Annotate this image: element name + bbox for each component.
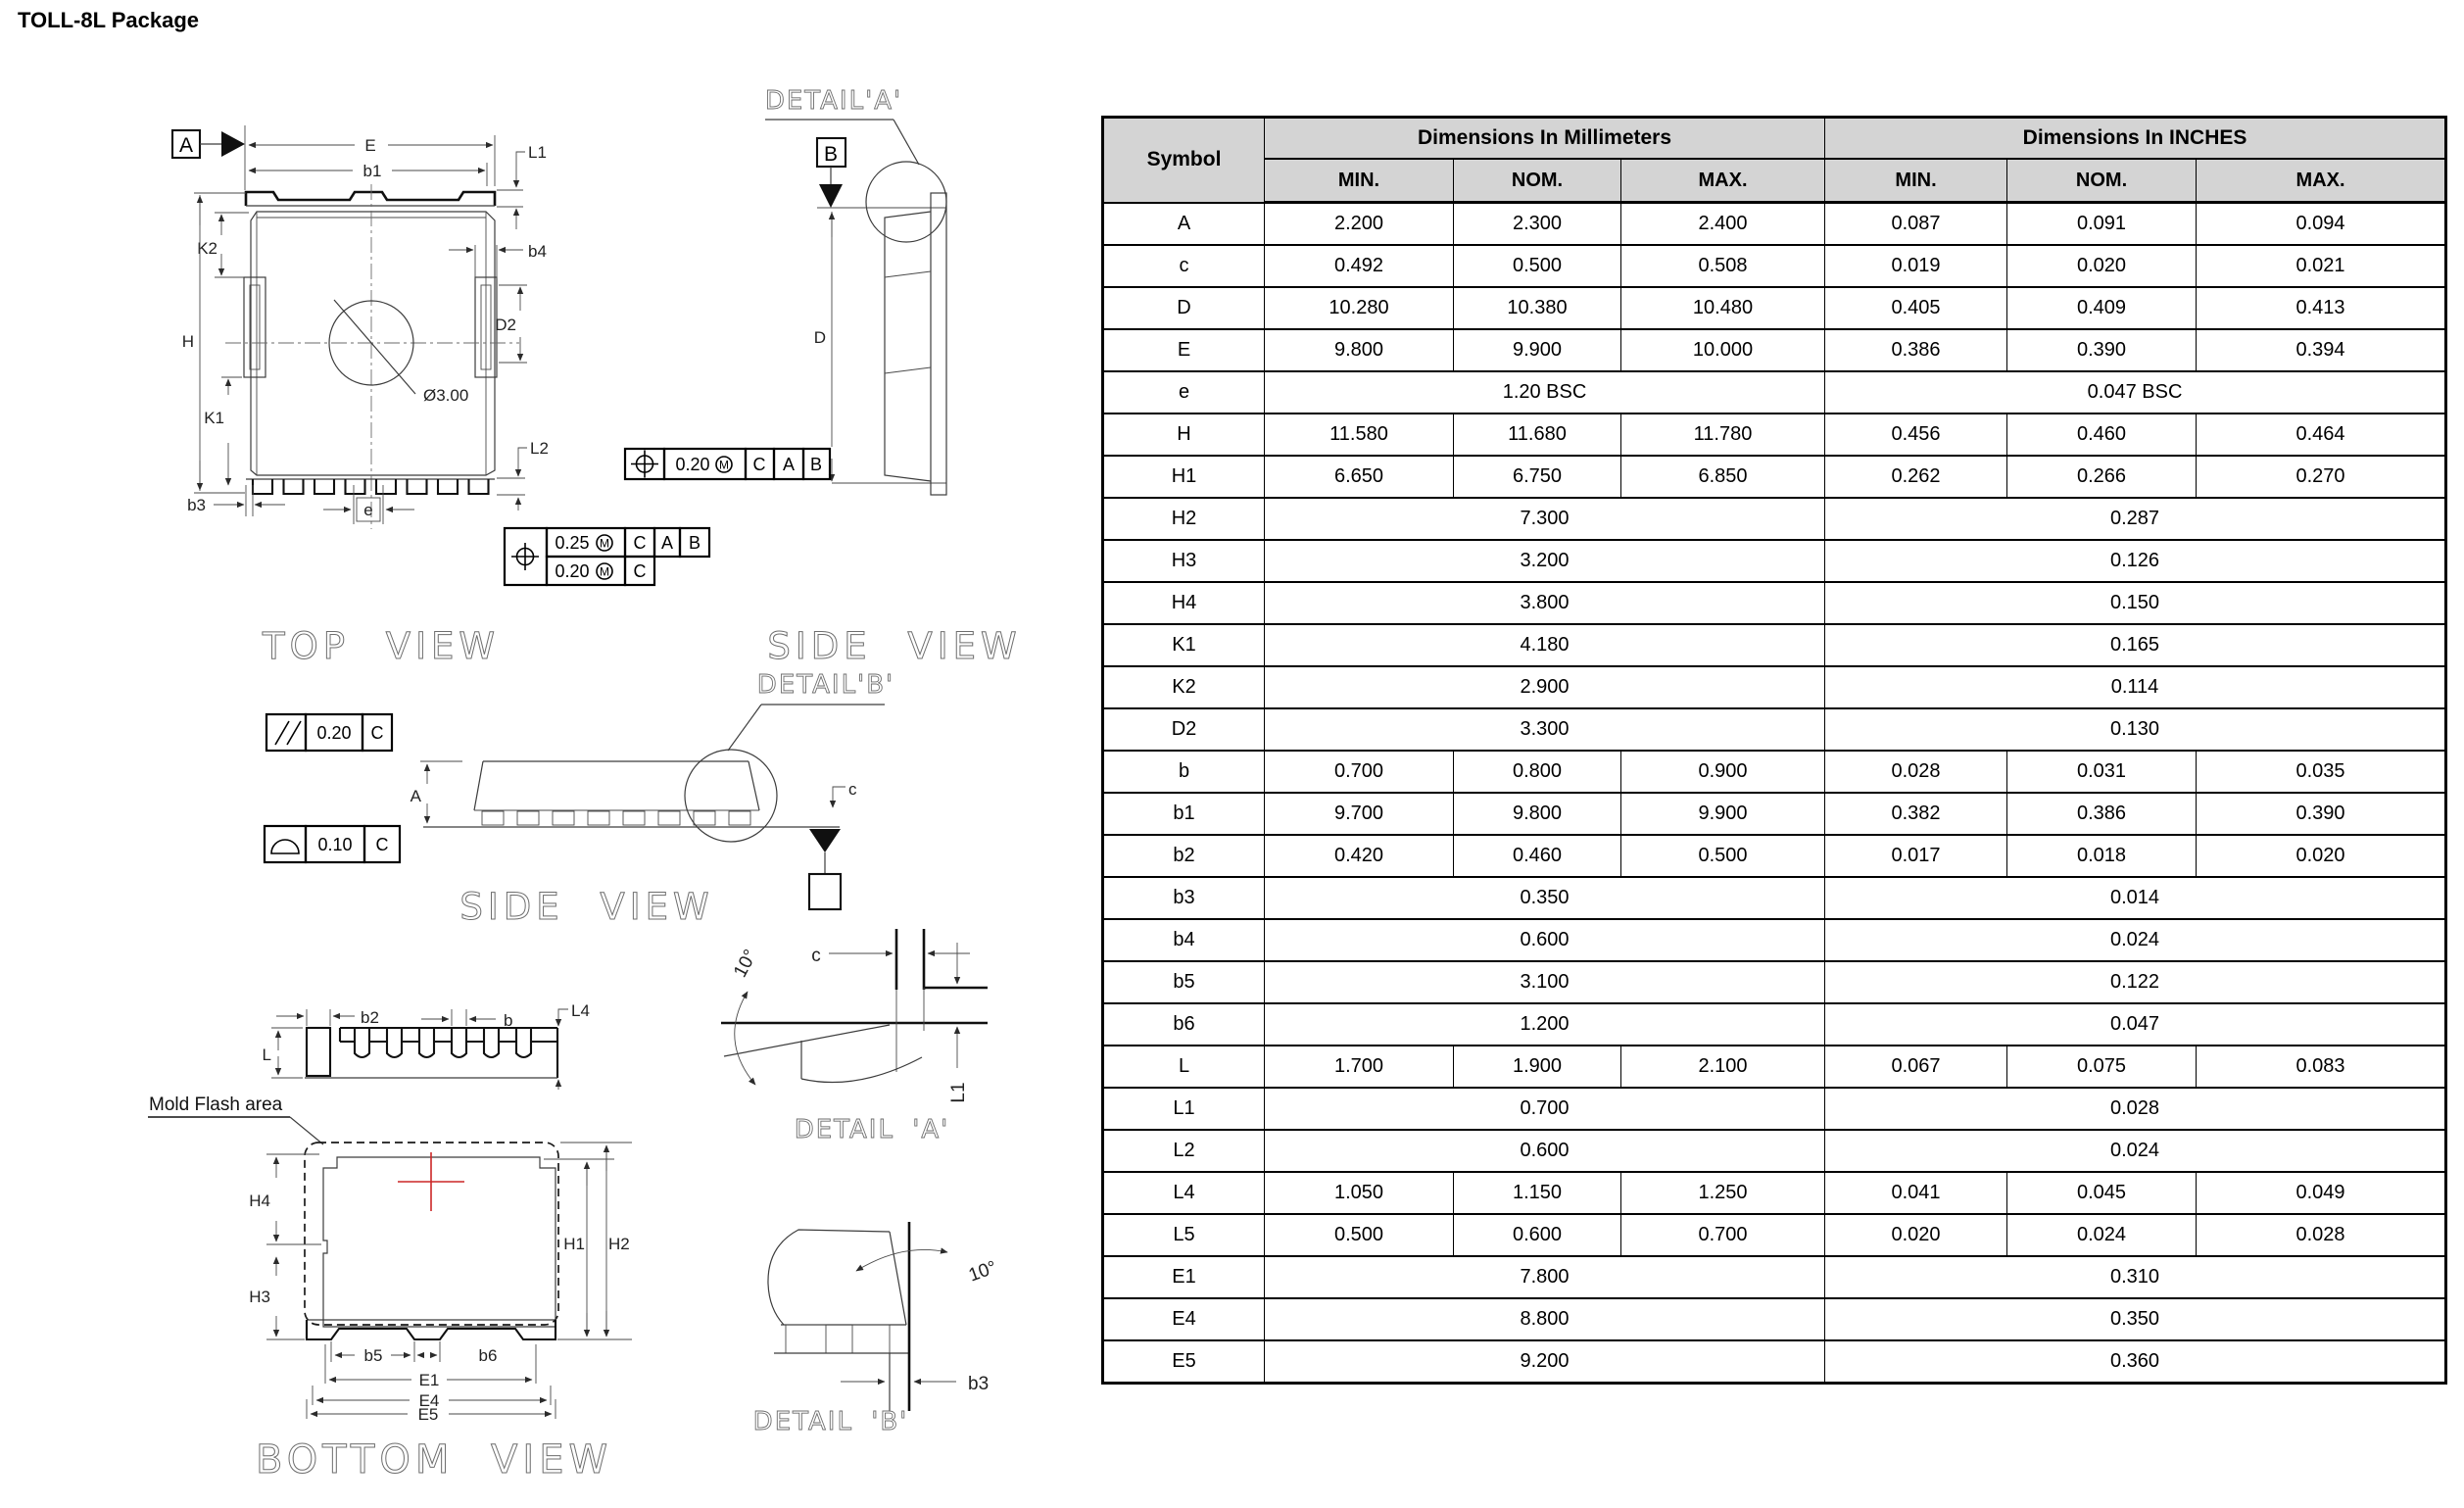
symbol-cell: K2 — [1103, 666, 1265, 708]
symbol-cell: c — [1103, 245, 1265, 287]
dim-label-b6: b6 — [478, 1346, 498, 1365]
fcf-row1-d2: A — [660, 533, 674, 553]
mm-value-cell: 11.780 — [1621, 413, 1825, 456]
mm-value-cell: 0.500 — [1454, 245, 1621, 287]
symbol-cell: L — [1103, 1046, 1265, 1088]
mm-value-cell: 9.700 — [1265, 793, 1454, 835]
dim-label-h1: H1 — [563, 1235, 585, 1253]
inch-span-cell: 0.150 — [1825, 582, 2446, 624]
mm-span-cell: 8.800 — [1265, 1298, 1825, 1340]
package-top-edge — [246, 192, 495, 206]
fcf-row2-d1: C — [633, 561, 647, 581]
mm-span-cell: 3.100 — [1265, 961, 1825, 1003]
inch-span-cell: 0.165 — [1825, 624, 2446, 666]
symbol-cell: H — [1103, 413, 1265, 456]
datum-c-triangle — [809, 829, 841, 852]
inch-value-cell: 0.456 — [1825, 413, 2007, 456]
table-row — [1103, 329, 2446, 371]
inch-value-cell: 0.020 — [2197, 835, 2446, 877]
inch-value-cell: 0.018 — [2007, 835, 2197, 877]
mm-value-cell: 9.800 — [1454, 793, 1621, 835]
angle-label: 10° — [966, 1257, 1000, 1287]
dim-b4 — [449, 242, 547, 279]
inch-span-cell: 0.130 — [1825, 708, 2446, 751]
subheader-mm-max: MAX. — [1621, 159, 1825, 203]
dim-label-d: D — [813, 328, 826, 347]
dim-label-e: E — [364, 136, 376, 155]
symbol-cell: b6 — [1103, 1003, 1265, 1046]
inch-value-cell: 0.028 — [1825, 751, 2007, 793]
symbol-cell: A — [1103, 203, 1265, 246]
mm-span-cell: 7.800 — [1265, 1256, 1825, 1298]
dim-label-b3: b3 — [968, 1374, 990, 1394]
dim-label-b2: b2 — [361, 1008, 379, 1027]
dim-label-c: c — [811, 946, 821, 966]
mm-value-cell: 2.400 — [1621, 203, 1825, 246]
dim-h4 — [249, 1154, 321, 1244]
inch-span-cell: 0.014 — [1825, 877, 2446, 919]
dim-pitch-e — [323, 485, 414, 524]
inch-value-cell: 0.270 — [2197, 456, 2446, 498]
position-fcf-top-view — [505, 528, 709, 585]
dim-label-pitch: e — [363, 501, 373, 519]
dim-h3 — [249, 1257, 305, 1339]
dim-label-h3: H3 — [249, 1288, 270, 1306]
bottom-tabs — [307, 1320, 556, 1339]
subheader-in-nom: NOM. — [2007, 159, 2197, 203]
page-title: TOLL-8L Package — [18, 8, 200, 32]
dim-l — [263, 1028, 303, 1078]
position-fcf-side-view — [625, 449, 830, 479]
detail-b-title: DETAIL 'B' — [752, 1407, 909, 1436]
dim-label-h2: H2 — [608, 1235, 630, 1253]
inch-value-cell: 0.087 — [1825, 203, 2007, 246]
mm-value-cell: 1.050 — [1265, 1172, 1454, 1214]
inch-value-cell: 0.394 — [2197, 329, 2446, 371]
datum-a-flag — [172, 125, 245, 190]
inch-value-cell: 0.020 — [1825, 1214, 2007, 1256]
mm-value-cell: 10.480 — [1621, 287, 1825, 329]
dim-k1 — [204, 377, 242, 485]
symbol-cell: b3 — [1103, 877, 1265, 919]
mm-value-cell: 1.900 — [1454, 1046, 1621, 1088]
table-row — [1103, 1172, 2446, 1214]
symbol-cell: L5 — [1103, 1214, 1265, 1256]
profile-tol: 0.10 — [317, 835, 353, 854]
dim-label-h4: H4 — [249, 1192, 270, 1210]
mm-value-cell: 2.200 — [1265, 203, 1454, 246]
symbol-cell: H1 — [1103, 456, 1265, 498]
dim-b2 — [276, 1008, 379, 1027]
table-header-mm: Dimensions In Millimeters — [1265, 118, 1825, 160]
dim-label-e4: E4 — [418, 1391, 440, 1410]
mm-value-cell: 11.580 — [1265, 413, 1454, 456]
center-mark — [398, 1152, 464, 1211]
parallelism-tol: 0.20 — [316, 723, 352, 743]
mounting-hole — [329, 300, 468, 405]
mm-span-cell: 3.300 — [1265, 708, 1825, 751]
table-row — [1103, 708, 2446, 751]
mold-flash-note — [148, 1095, 323, 1144]
inch-value-cell: 0.075 — [2007, 1046, 2197, 1088]
inch-value-cell: 0.464 — [2197, 413, 2446, 456]
mm-value-cell: 1.700 — [1265, 1046, 1454, 1088]
mm-span-cell: 1.200 — [1265, 1003, 1825, 1046]
parallelism-datum: C — [370, 723, 384, 743]
symbol-cell: b1 — [1103, 793, 1265, 835]
profile-datum: C — [375, 835, 389, 854]
inch-span-cell: 0.047 BSC — [1825, 371, 2446, 413]
fcf-row1-d1: C — [633, 533, 647, 553]
inch-span-cell: 0.028 — [1825, 1088, 2446, 1130]
inch-value-cell: 0.083 — [2197, 1046, 2446, 1088]
dim-angle-b — [856, 1249, 999, 1286]
table-row — [1103, 203, 2446, 246]
inch-value-cell: 0.017 — [1825, 835, 2007, 877]
table-header-symbol: Symbol — [1103, 118, 1265, 203]
parallelism-fcf — [266, 714, 392, 751]
mm-span-cell: 7.300 — [1265, 498, 1825, 540]
dim-k2 — [197, 213, 249, 277]
inch-value-cell: 0.041 — [1825, 1172, 2007, 1214]
mm-value-cell: 9.900 — [1621, 793, 1825, 835]
subheader-mm-nom: NOM. — [1454, 159, 1621, 203]
dim-c-detail-a — [811, 946, 970, 966]
mm-value-cell: 1.250 — [1621, 1172, 1825, 1214]
dim-l2 — [497, 439, 549, 511]
mm-span-cell: 3.800 — [1265, 582, 1825, 624]
mm-value-cell: 0.900 — [1621, 751, 1825, 793]
dim-e1 — [325, 1344, 536, 1389]
symbol-cell: b4 — [1103, 919, 1265, 961]
table-row — [1103, 540, 2446, 582]
inch-value-cell: 0.021 — [2197, 245, 2446, 287]
mm-value-cell: 10.280 — [1265, 287, 1454, 329]
inch-value-cell: 0.091 — [2007, 203, 2197, 246]
package-bottom-body — [323, 1157, 556, 1327]
dim-d2 — [495, 285, 527, 363]
detail-b-view — [753, 1222, 1000, 1436]
mm-value-cell: 0.460 — [1454, 835, 1621, 877]
inch-value-cell: 0.409 — [2007, 287, 2197, 329]
inch-value-cell: 0.390 — [2007, 329, 2197, 371]
table-row — [1103, 1130, 2446, 1172]
dim-label-c: c — [848, 780, 857, 799]
dim-l4 — [558, 1001, 590, 1090]
detail-a-view — [721, 929, 988, 1144]
side-view-a — [625, 86, 1022, 667]
mm-span-cell: 4.180 — [1265, 624, 1825, 666]
mm-span-cell: 0.600 — [1265, 919, 1825, 961]
hole-diameter-label: Ø3.00 — [423, 386, 469, 405]
mm-value-cell: 0.500 — [1621, 835, 1825, 877]
mm-value-cell: 0.700 — [1621, 1214, 1825, 1256]
position-symbol-icon — [511, 543, 539, 570]
mm-value-cell: 6.850 — [1621, 456, 1825, 498]
symbol-cell: K1 — [1103, 624, 1265, 666]
table-row — [1103, 961, 2446, 1003]
mm-value-cell: 0.420 — [1265, 835, 1454, 877]
fcf-d1: C — [752, 455, 766, 474]
dim-d — [814, 212, 946, 483]
subheader-mm-min: MIN. — [1265, 159, 1454, 203]
mm-value-cell: 9.900 — [1454, 329, 1621, 371]
dim-b5-b6 — [331, 1341, 497, 1365]
dim-label-l1: L1 — [528, 143, 547, 162]
dim-b3 — [187, 485, 285, 516]
dim-label-l: L — [262, 1046, 271, 1064]
symbol-cell: b2 — [1103, 835, 1265, 877]
fcf-row2-tol: 0.20 — [555, 561, 590, 581]
fcf-d2: A — [782, 455, 796, 474]
inch-value-cell: 0.386 — [1825, 329, 2007, 371]
inch-value-cell: 0.382 — [1825, 793, 2007, 835]
table-row — [1103, 582, 2446, 624]
mm-value-cell: 6.650 — [1265, 456, 1454, 498]
side-view-b-title: SIDE VIEW — [459, 886, 714, 928]
table-row — [1103, 1256, 2446, 1298]
fcf-d3: B — [809, 455, 823, 474]
top-view-title: TOP VIEW — [263, 625, 500, 667]
package-body — [251, 212, 495, 475]
table-row — [1103, 624, 2446, 666]
symbol-cell: H3 — [1103, 540, 1265, 582]
symbol-cell: b — [1103, 751, 1265, 793]
dim-label-l4: L4 — [571, 1001, 590, 1020]
mm-value-cell: 0.508 — [1621, 245, 1825, 287]
detail-a-circle — [866, 162, 946, 242]
dim-angle-a — [730, 947, 761, 1085]
table-row — [1103, 1046, 2446, 1088]
datum-b-triangle — [819, 184, 843, 208]
fcf-tol: 0.20 — [675, 455, 710, 474]
table-row — [1103, 456, 2446, 498]
inch-span-cell: 0.310 — [1825, 1256, 2446, 1298]
inch-value-cell: 0.386 — [2007, 793, 2197, 835]
side-view-a-title: SIDE VIEW — [767, 625, 1022, 667]
fcf-row1-mod: M — [600, 536, 609, 551]
symbol-cell: E — [1103, 329, 1265, 371]
detail-b-circle — [685, 750, 777, 842]
mm-value-cell: 2.100 — [1621, 1046, 1825, 1088]
mm-span-cell: 3.200 — [1265, 540, 1825, 582]
inch-value-cell: 0.266 — [2007, 456, 2197, 498]
inch-value-cell: 0.262 — [1825, 456, 2007, 498]
dimensions-table-body — [1103, 203, 2446, 1384]
detail-b-callout: DETAIL'B' — [756, 670, 895, 700]
table-row — [1103, 877, 2446, 919]
mm-span-cell: 0.350 — [1265, 877, 1825, 919]
inch-span-cell: 0.122 — [1825, 961, 2446, 1003]
dim-label-d2: D2 — [495, 316, 516, 334]
left-notch — [244, 277, 266, 377]
datum-b-label: B — [823, 143, 839, 166]
dim-l1 — [497, 143, 547, 229]
inch-span-cell: 0.360 — [1825, 1340, 2446, 1384]
symbol-cell: H4 — [1103, 582, 1265, 624]
table-row — [1103, 287, 2446, 329]
top-view — [172, 125, 709, 667]
table-row — [1103, 413, 2446, 456]
leads — [246, 479, 495, 494]
inch-value-cell: 0.413 — [2197, 287, 2446, 329]
bottom-view-title: BOTTOM VIEW — [255, 1437, 613, 1483]
dimensions-table — [1101, 116, 2447, 1385]
datum-c-box — [809, 874, 841, 909]
mechanical-drawing — [0, 0, 1097, 1508]
table-row — [1103, 919, 2446, 961]
table-row — [1103, 498, 2446, 540]
inch-value-cell: 0.035 — [2197, 751, 2446, 793]
table-row — [1103, 666, 2446, 708]
symbol-cell: H2 — [1103, 498, 1265, 540]
inch-span-cell: 0.114 — [1825, 666, 2446, 708]
table-row — [1103, 835, 2446, 877]
symbol-cell: E5 — [1103, 1340, 1265, 1384]
inch-value-cell: 0.460 — [2007, 413, 2197, 456]
mm-value-cell: 2.300 — [1454, 203, 1621, 246]
parallelism-symbol-icon — [275, 721, 301, 745]
dim-label-a: A — [410, 787, 421, 805]
mm-value-cell: 0.600 — [1454, 1214, 1621, 1256]
table-header-inches: Dimensions In INCHES — [1825, 118, 2446, 160]
inch-value-cell: 0.019 — [1825, 245, 2007, 287]
datum-a-arrow — [221, 131, 245, 157]
mm-value-cell: 10.380 — [1454, 287, 1621, 329]
mm-value-cell: 11.680 — [1454, 413, 1621, 456]
symbol-cell: L2 — [1103, 1130, 1265, 1172]
inch-span-cell: 0.350 — [1825, 1298, 2446, 1340]
inch-value-cell: 0.094 — [2197, 203, 2446, 246]
dim-label-e5: E5 — [417, 1405, 439, 1424]
datum-b-flag — [817, 138, 845, 208]
dim-b — [421, 1009, 512, 1030]
table-row — [1103, 1298, 2446, 1340]
mm-value-cell: 0.800 — [1454, 751, 1621, 793]
mm-span-cell: 2.900 — [1265, 666, 1825, 708]
datum-c-flag — [809, 829, 841, 909]
fcf-row1-d3: B — [688, 533, 701, 553]
datum-a-label: A — [178, 134, 194, 157]
symbol-cell: E1 — [1103, 1256, 1265, 1298]
symbol-cell: e — [1103, 371, 1265, 413]
fcf-row2-mod: M — [600, 564, 609, 579]
angle-label: 10° — [730, 946, 762, 982]
table-row — [1103, 1214, 2446, 1256]
leadframe-strip — [305, 1028, 557, 1078]
fcf-mod: M — [719, 458, 729, 472]
inch-span-cell: 0.287 — [1825, 498, 2446, 540]
detail-a-callout: DETAIL'A' — [764, 86, 903, 116]
mold-flash-label: Mold Flash area — [149, 1095, 283, 1115]
dim-label-e1: E1 — [418, 1371, 440, 1389]
inch-span-cell: 0.024 — [1825, 1130, 2446, 1172]
mm-span-cell: 0.700 — [1265, 1088, 1825, 1130]
inch-value-cell: 0.067 — [1825, 1046, 2007, 1088]
mm-value-cell: 9.800 — [1265, 329, 1454, 371]
inch-span-cell: 0.126 — [1825, 540, 2446, 582]
dim-label-b4: b4 — [528, 242, 547, 261]
dim-h1 — [544, 1159, 614, 1337]
side-view-b — [265, 670, 894, 928]
table-row — [1103, 1003, 2446, 1046]
inch-span-cell: 0.024 — [1825, 919, 2446, 961]
table-row — [1103, 1088, 2446, 1130]
dim-b1 — [249, 162, 487, 186]
detail-a-title: DETAIL 'A' — [794, 1115, 950, 1144]
table-row — [1103, 793, 2446, 835]
profile-symbol-icon — [271, 840, 299, 853]
symbol-cell: L1 — [1103, 1088, 1265, 1130]
dim-label-k2: K2 — [197, 239, 217, 258]
dim-c-side — [833, 780, 857, 807]
inch-value-cell: 0.390 — [2197, 793, 2446, 835]
table-row — [1103, 1340, 2446, 1384]
dim-label-k1: K1 — [204, 409, 224, 427]
mm-span-cell: 9.200 — [1265, 1340, 1825, 1384]
mm-value-cell: 6.750 — [1454, 456, 1621, 498]
fcf-row1-tol: 0.25 — [555, 533, 590, 553]
mm-span-cell: 0.600 — [1265, 1130, 1825, 1172]
inch-value-cell: 0.024 — [2007, 1214, 2197, 1256]
profile-fcf — [265, 826, 400, 862]
inch-value-cell: 0.028 — [2197, 1214, 2446, 1256]
position-symbol-icon — [631, 451, 658, 478]
mm-value-cell: 10.000 — [1621, 329, 1825, 371]
dim-label-b1: b1 — [362, 162, 382, 180]
inch-value-cell: 0.045 — [2007, 1172, 2197, 1214]
subheader-in-min: MIN. — [1825, 159, 2007, 203]
inch-value-cell: 0.405 — [1825, 287, 2007, 329]
dim-label-b3: b3 — [187, 496, 206, 514]
table-row — [1103, 751, 2446, 793]
symbol-cell: E4 — [1103, 1298, 1265, 1340]
mm-value-cell: 0.500 — [1265, 1214, 1454, 1256]
symbol-cell: b5 — [1103, 961, 1265, 1003]
lead-feet — [482, 811, 750, 825]
dim-label-b5: b5 — [363, 1346, 383, 1365]
symbol-cell: L4 — [1103, 1172, 1265, 1214]
dim-label-l2: L2 — [530, 439, 549, 458]
package-profile — [885, 193, 946, 495]
mm-value-cell: 0.700 — [1265, 751, 1454, 793]
mm-value-cell: 0.492 — [1265, 245, 1454, 287]
dim-label-l1: L1 — [948, 1082, 969, 1103]
table-row — [1103, 371, 2446, 413]
dim-b3-detail-b — [841, 1374, 989, 1394]
symbol-cell: D2 — [1103, 708, 1265, 751]
mm-value-cell: 1.150 — [1454, 1172, 1621, 1214]
dim-label-b: b — [504, 1011, 513, 1030]
inch-span-cell: 0.047 — [1825, 1003, 2446, 1046]
symbol-cell: D — [1103, 287, 1265, 329]
inch-value-cell: 0.049 — [2197, 1172, 2446, 1214]
subheader-in-max: MAX. — [2197, 159, 2446, 203]
dim-label-h: H — [181, 332, 194, 351]
bottom-view — [148, 1001, 632, 1483]
inch-value-cell: 0.031 — [2007, 751, 2197, 793]
table-row — [1103, 245, 2446, 287]
mm-span-cell: 1.20 BSC — [1265, 371, 1825, 413]
inch-value-cell: 0.020 — [2007, 245, 2197, 287]
dim-a — [411, 761, 462, 823]
